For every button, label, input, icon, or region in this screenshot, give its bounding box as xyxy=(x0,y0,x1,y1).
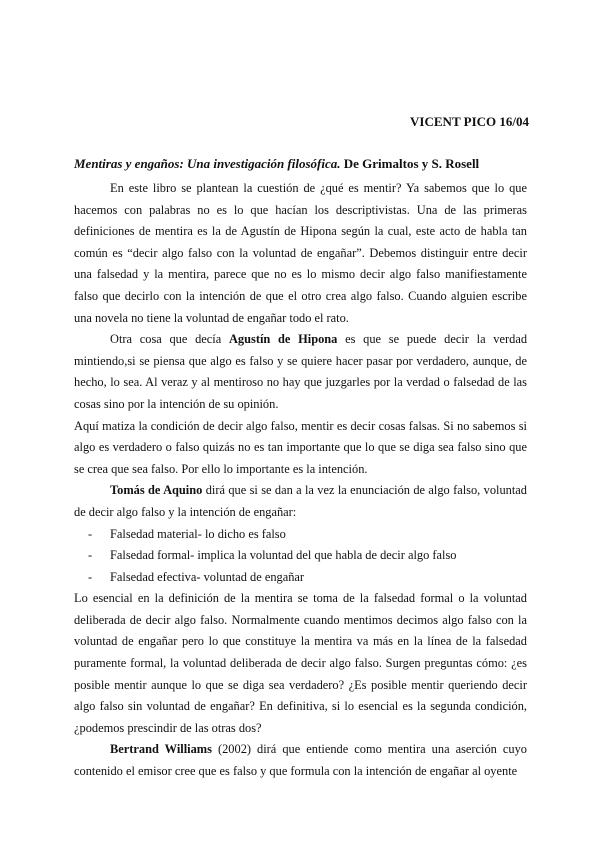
list-item-text: Falsedad material- lo dicho es falso xyxy=(110,526,286,541)
paragraph-4 xyxy=(74,480,527,523)
paragraph-2-prefix: Otra cosa que decía xyxy=(110,332,229,347)
document-body xyxy=(74,155,527,783)
list-item-text: Falsedad efectiva- voluntad de engañar xyxy=(110,569,305,584)
list-item xyxy=(74,567,527,589)
aquino-name: Tomás de Aquino xyxy=(110,483,203,498)
falsedad-list xyxy=(74,524,527,589)
dash-bullet: - xyxy=(88,569,93,584)
author-date-header: VICENT PICO 16/04 xyxy=(410,114,529,129)
paragraph-6-text: (2002) dirá que entiende como mentira una aserción cuyo contenido el emisor cree que es falso y que formula con la intención de engañar al oyente xyxy=(74,742,527,779)
dash-bullet: - xyxy=(88,548,93,563)
paragraph-1: En este libro se plantean la cuestión de ¿qué es mentir? Ya sabemos que lo que hacemos con palabras no es lo que hacían los descriptivistas. Una de las primeras definiciones de mentira es la de Agustín de Hipona según la cual, este acto de habla tan común es “decir algo falso con la voluntad de engañar”. Debemos distinguir entre decir una falsedad y la mentira, parece que no es lo mismo decir algo falso manifiestamente falso que decirlo con la intención de que el otro crea algo falso. Cuando alguien escribe una novela no tiene la voluntad de engañar todo el rato. xyxy=(74,181,527,325)
list-item xyxy=(74,545,527,567)
list-item-text: Falsedad formal- implica la voluntad del que habla de decir algo falso xyxy=(110,548,457,563)
paragraph-6 xyxy=(74,739,527,782)
book-authors: De Grimaltos y S. Rosell xyxy=(340,156,480,171)
dash-bullet: - xyxy=(88,526,93,541)
paragraph-5: Lo esencial en la definición de la mentira se toma de la falsedad formal o la voluntad deliberada de decir algo falso. Normalmente cuando mentimos decimos algo falso con la voluntad de engañar pero lo que constituye la mentira va más en la línea de la falsedad puramente formal, la voluntad deliberada de decir algo falso. Surgen preguntas cómo: ¿es posible mentir aunque lo que se diga sea verdadero? ¿Es posible mentir queriendo decir algo falso sin voluntad de engañar? En definitiva, si lo esencial es la segunda condición, ¿podemos prescindir de las otras dos? xyxy=(74,591,527,735)
paragraph-4-text: dirá que si se dan a la vez la enunciación de algo falso, voluntad de decir algo falso y la intención de engañar: xyxy=(74,483,527,519)
williams-name: Bertrand Williams xyxy=(110,742,212,757)
agustin-name: Agustín de Hipona xyxy=(228,332,338,347)
paragraph-2-text: es que se puede decir la verdad mintiendo,si se piensa que algo es falso y se quiere hacer pasar por verdadero, aunque, de hecho, lo sea. Al veraz y al mentiroso no hay que juzgarles por la verdad o falsedad de las cosas sino por la intención de su opinión. xyxy=(74,332,528,411)
list-item xyxy=(74,524,527,546)
paragraph-3: Aquí matiza la condición de decir algo falso, mentir es decir cosas falsas. Si no sabemos si algo es verdadero o falso quizás no es tan importante que lo que se diga sea falso sino que se crea que sea falso. Por ello lo importante es la intención. xyxy=(74,418,527,476)
document-title xyxy=(74,155,527,173)
book-title: Mentiras y engaños: Una investigación filosófica. xyxy=(74,156,341,171)
paragraph-2 xyxy=(74,329,527,415)
